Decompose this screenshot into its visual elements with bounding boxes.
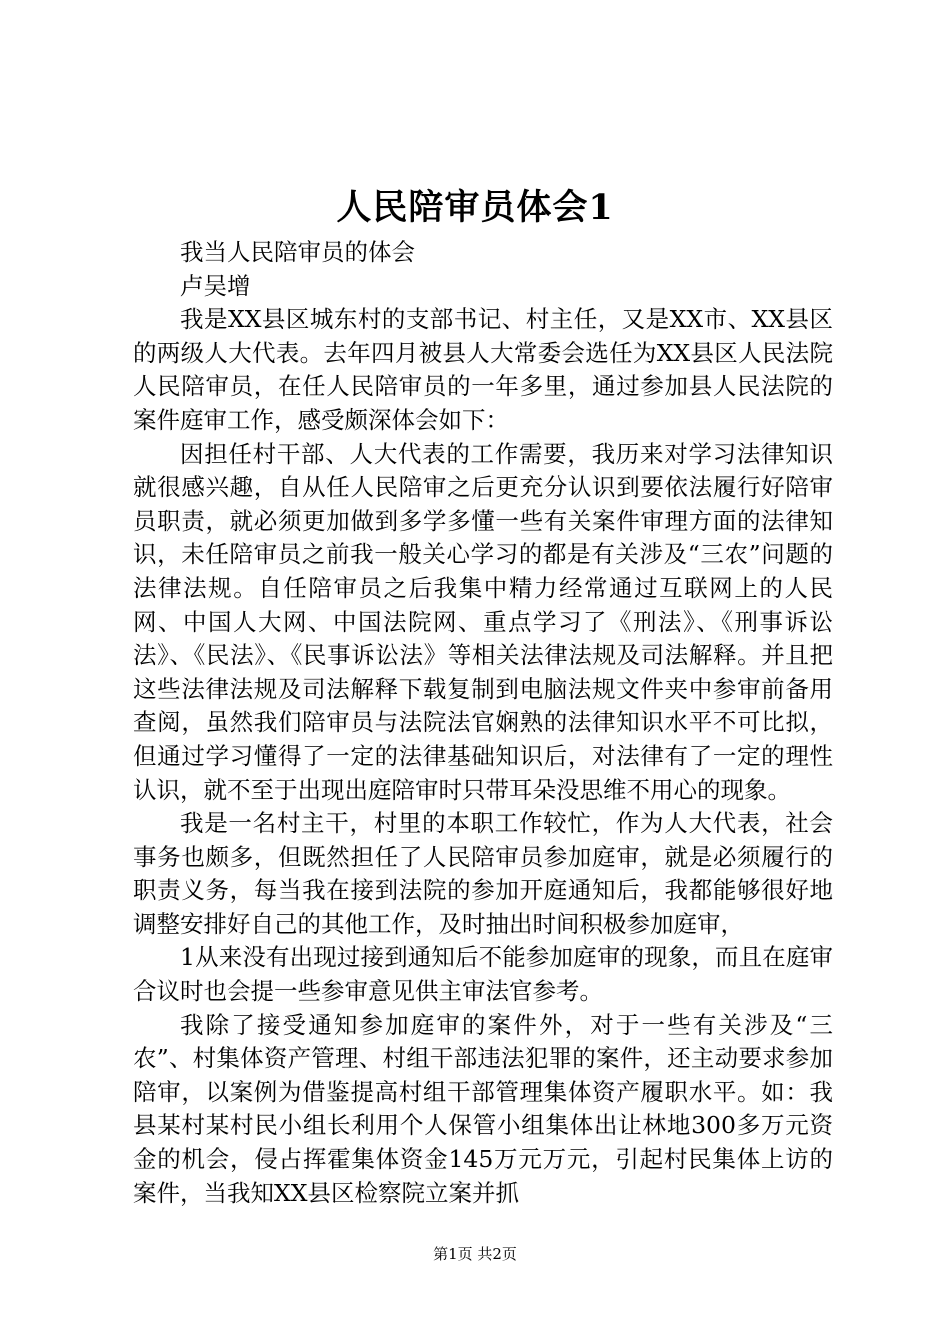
body-paragraph: 1从来没有出现过接到通知后不能参加庭审的现象，而且在庭审合议时也会提一些参审意见供主审法官参考。 [133, 943, 833, 1006]
body-paragraph: 我除了接受通知参加庭审的案件外，对于一些有关涉及“三农”、村集体资产管理、村组干部违法犯罪的案件，还主动要求参加陪审，以案例为借鉴提高村组干部管理集体资产履职水平。如：我县某村某村民小组长利用个人保管小组集体出让林地300多万元资金的机会，侵占挥霍集体资金145万元万元，引起村民集体上访的案件，当我知XX县区检察院立案并抓 [133, 1010, 833, 1207]
document-title: 人民陪审员体会1 [336, 187, 614, 228]
document-body [133, 236, 833, 1210]
subtitle-paragraph: 我当人民陪审员的体会 [180, 238, 415, 266]
body-paragraph: 我是XX县区城东村的支部书记、村主任，又是XX市、XX县区的两级人大代表。去年四月被县人大常委会选任为XX县区人民法院人民陪审员，在任人民陪审员的一年多里，通过参加县人民法院的案件庭审工作，感受颇深体会如下： [133, 305, 833, 434]
author-paragraph: 卢吴增 [180, 271, 251, 300]
body-paragraph: 我是一名村主干，村里的本职工作较忙，作为人大代表，社会事务也颇多，但既然担任了人民陪审员参加庭审，就是必须履行的职责义务，每当我在接到法院的参加开庭通知后，我都能够很好地调整安排好自己的其他工作，及时抽出时间积极参加庭审， [133, 809, 833, 938]
page-footer: 第1页 共2页 [433, 1245, 517, 1263]
body-paragraph: 因担任村干部、人大代表的工作需要，我历来对学习法律知识就很感兴趣，自从任人民陪审之后更充分认识到要依法履行好陪审员职责，就必须更加做到多学多懂一些有关案件审理方面的法律知识，未任陪审员之前我一般关心学习的都是有关涉及“三农”问题的法律法规。自任陪审员之后我集中精力经常通过互联网上的人民网、中国人大网、中国法院网、重点学习了《刑法》、《刑事诉讼法》、《民法》、《民事诉讼法》等相关法律法规及司法解释。并且把这些法律法规及司法解释下载复制到电脑法规文件夹中参审前备用查阅，虽然我们陪审员与法院法官娴熟的法律知识水平不可比拟，但通过学习懂得了一定的法律基础知识后，对法律有了一定的理性认识，就不至于出现出庭陪审时只带耳朵没思维不用心的现象。 [133, 439, 833, 804]
